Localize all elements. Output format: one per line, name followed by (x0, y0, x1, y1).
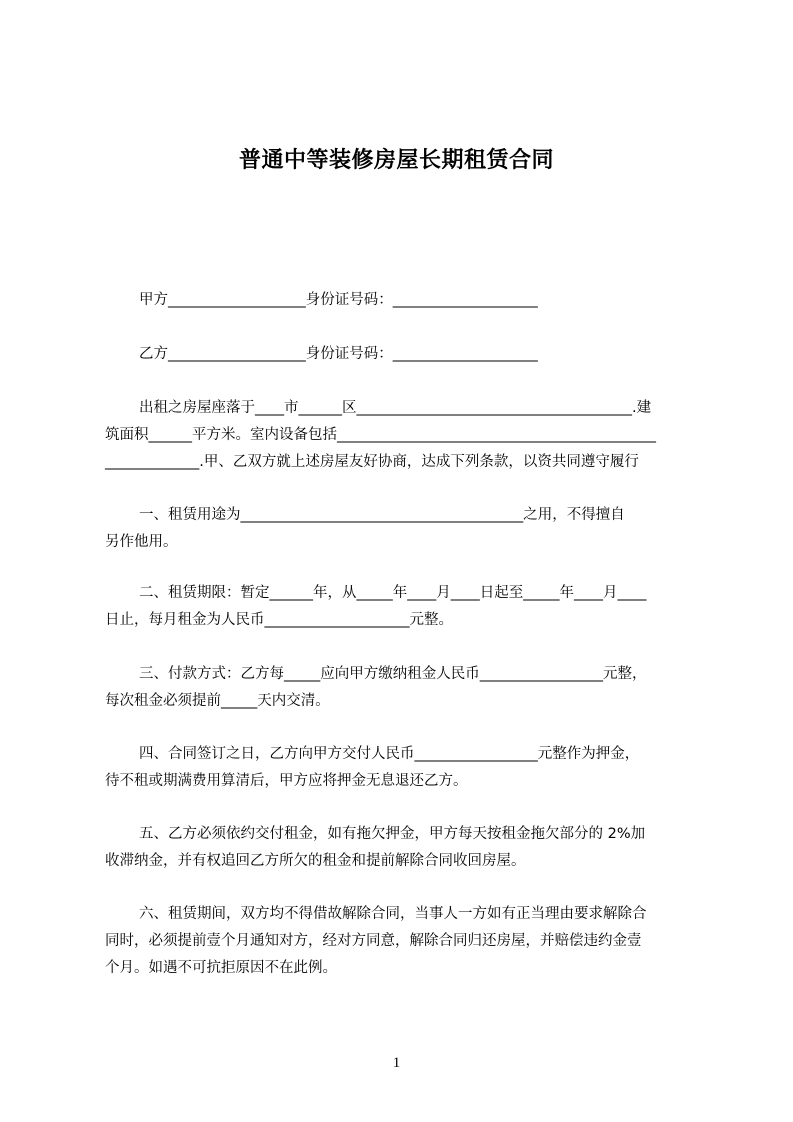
clause-6-line-1: 六、租赁期间，双方均不得借故解除合同，当事人一方如有正当理由要求解除合 (139, 906, 647, 922)
location-line-2: 筑面积______平方米。室内设备包括____________________________________________ (105, 427, 656, 443)
document-title: 普通中等装修房屋长期租赁合同 (238, 148, 554, 173)
clause-1-line-1: 一、租赁用途为_______________________________________之用，不得擅自 (139, 507, 625, 523)
clause-2-line-2: 日止，每月租金为人民币____________________元整。 (105, 612, 453, 628)
clause-5-line-1: 五、乙方必须依约交付租金，如有拖欠押金，甲方每天按租金拖欠部分的 2%加 (139, 826, 646, 842)
clause-4-line-1: 四、合同签订之日，乙方向甲方交付人民币_________________元整作为押金， (139, 746, 640, 762)
clause-4-line-2: 待不租或期满费用算清后，甲方应将押金无息退还乙方。 (105, 773, 468, 789)
clause-2-line-1: 二、租赁期限：暂定______年，从_____年____月____日起至_____年____月____ (139, 585, 647, 601)
page-number: 1 (392, 1055, 401, 1071)
location-line-1: 出租之房屋座落于____市______区______________________________________.建 (139, 400, 652, 416)
party-b-line: 乙方___________________身份证号码：____________________ (139, 346, 538, 362)
clause-6-line-2: 同时，必须提前壹个月通知对方，经对方同意，解除合同归还房屋，并赔偿违约金壹 (105, 933, 642, 949)
clause-3-line-2: 每次租金必须提前_____天内交清。 (105, 693, 330, 709)
clause-1-line-2: 另作他用。 (105, 534, 178, 550)
clause-5-line-2: 收滞纳金，并有权追回乙方所欠的租金和提前解除合同收回房屋。 (105, 853, 526, 869)
party-a-line: 甲方___________________身份证号码：____________________ (139, 292, 538, 308)
clause-3-line-1: 三、付款方式：乙方每_____应向甲方缴纳租金人民币_________________元整， (139, 666, 647, 682)
clause-6-line-3: 个月。如遇不可抗拒原因不在此例。 (105, 960, 337, 976)
location-line-3: _____________.甲、乙双方就上述房屋友好协商，达成下列条款，以资共同遵守履行 (105, 454, 639, 470)
